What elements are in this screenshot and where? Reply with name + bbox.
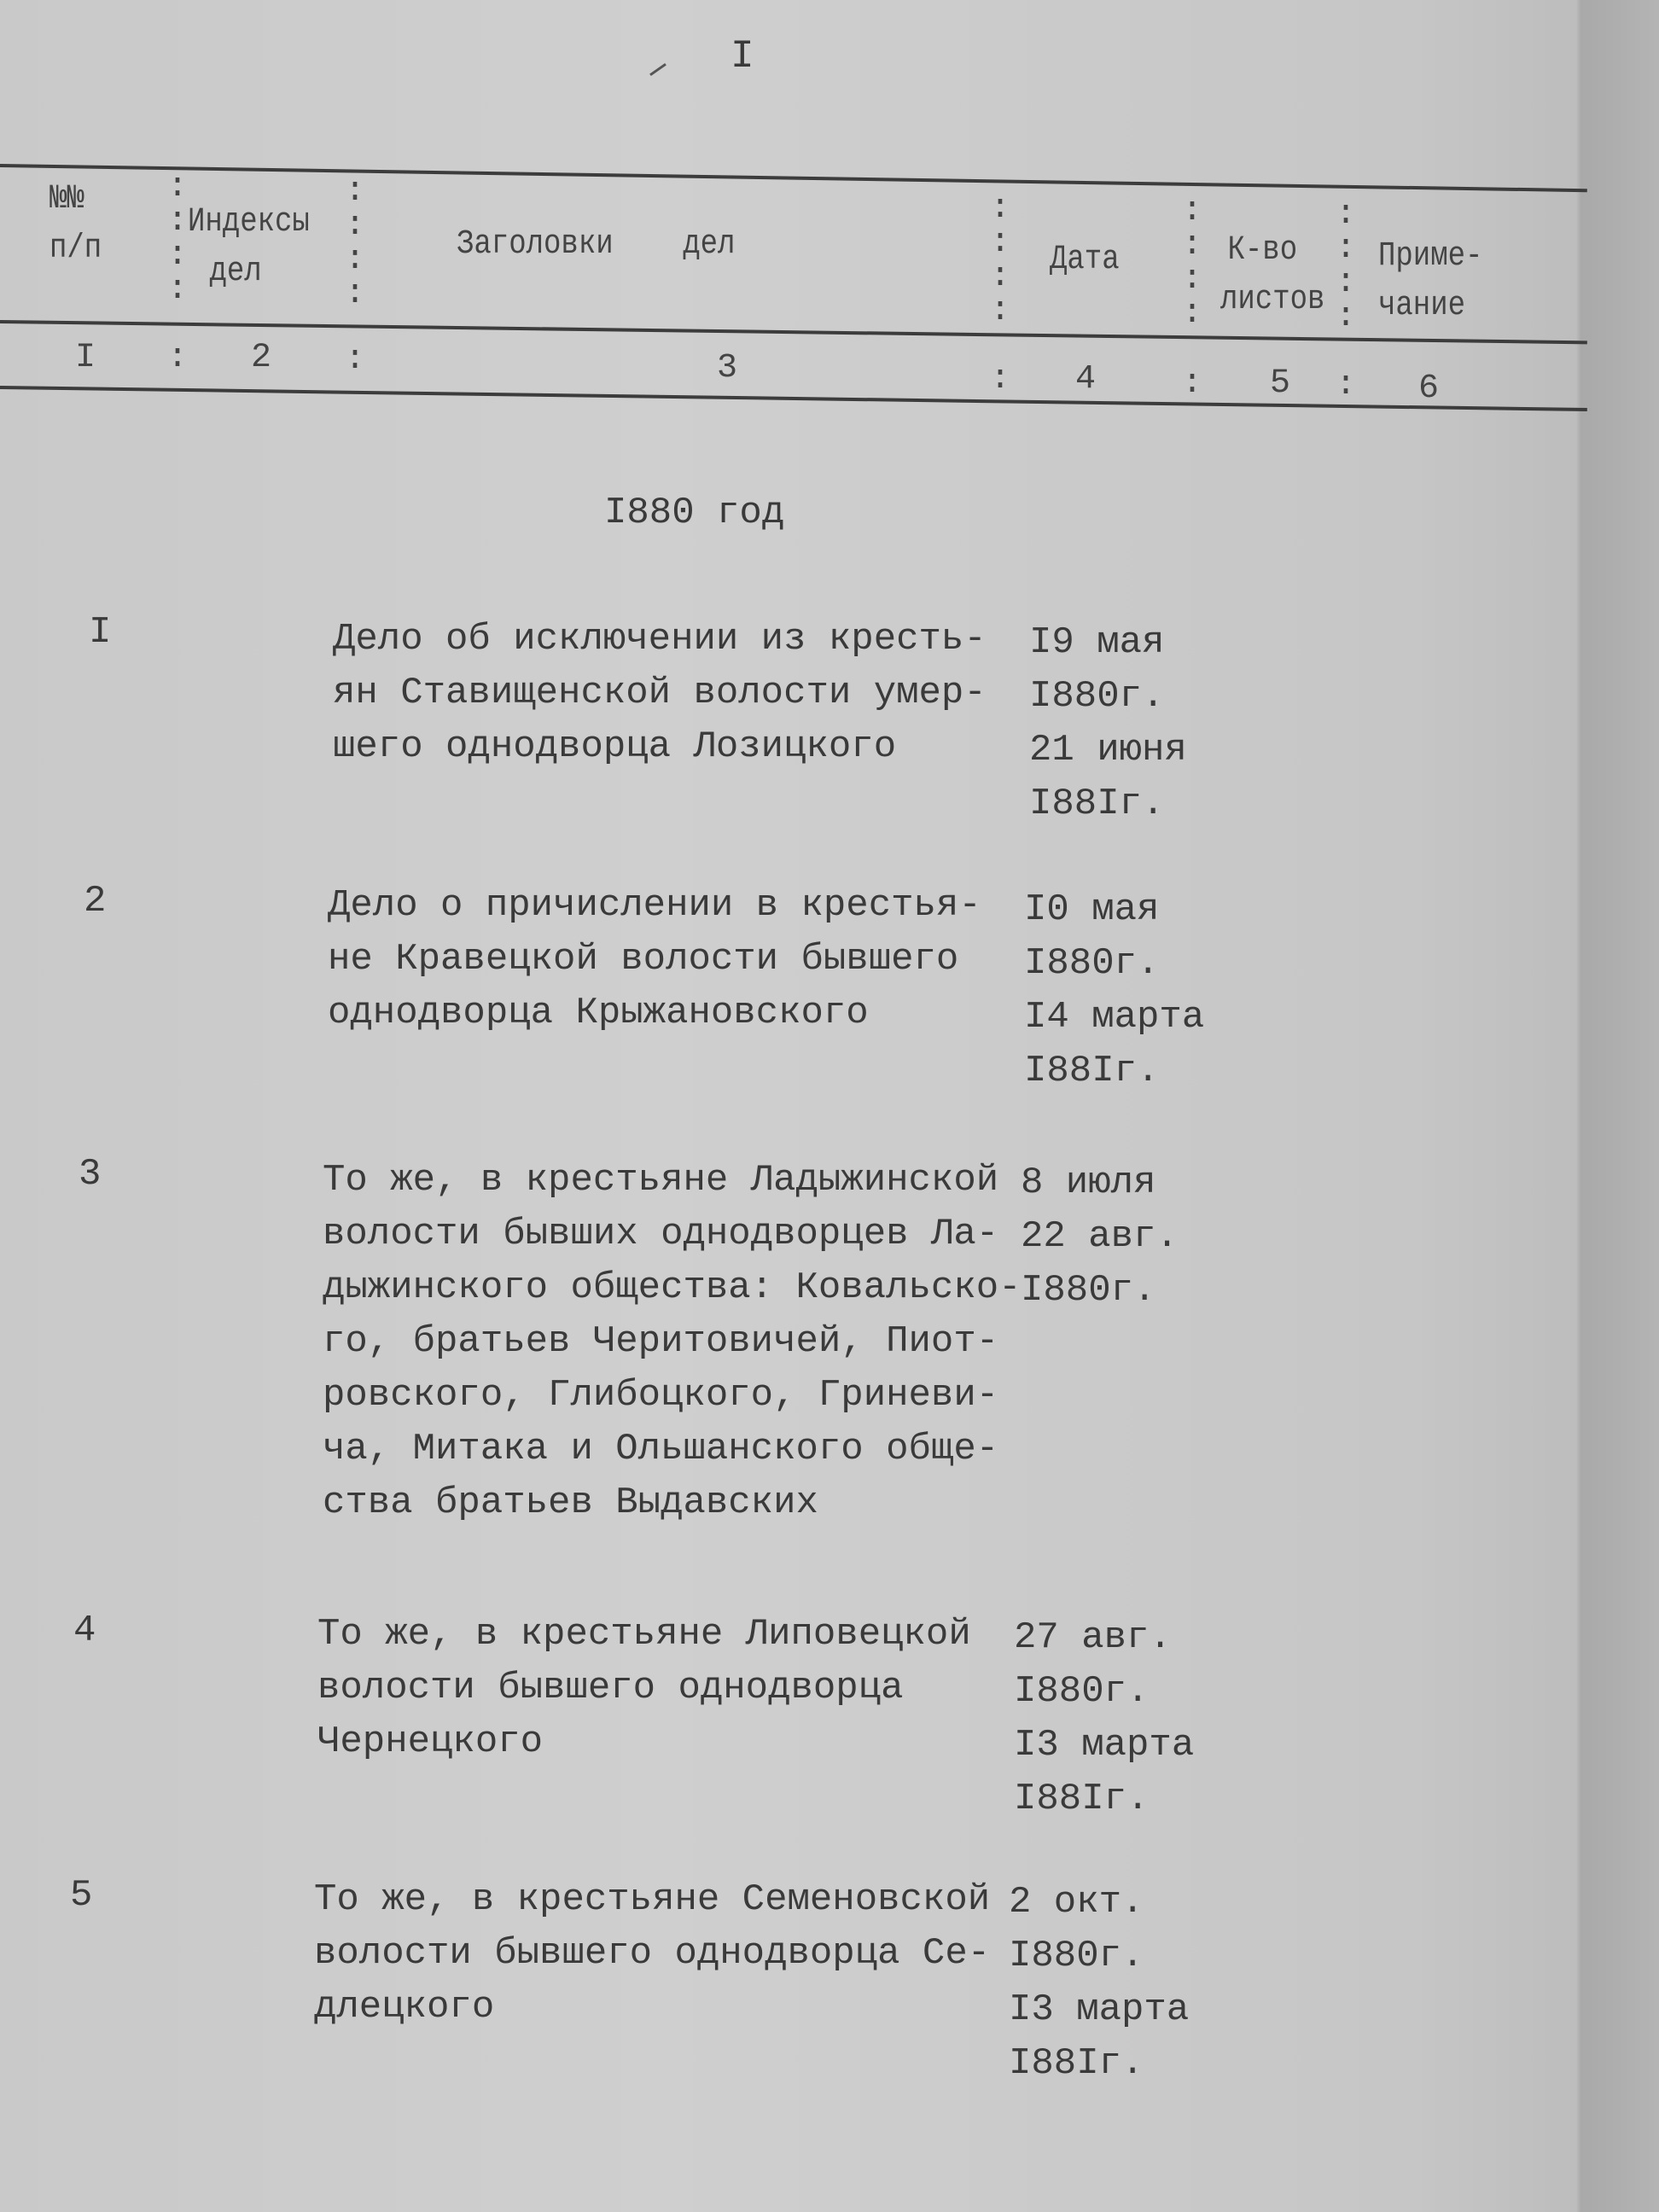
col-number: 4 xyxy=(1075,360,1097,399)
col-header-title xyxy=(457,220,735,270)
col-header-notes xyxy=(1378,232,1482,331)
table-top-rule xyxy=(0,164,1587,192)
column-separator: : : : : xyxy=(1336,195,1357,336)
column-separator: : : : : xyxy=(167,168,189,309)
col-label: дел xyxy=(209,253,262,291)
col-header-sheets xyxy=(1220,226,1324,325)
entry-number: 2 xyxy=(84,880,107,923)
entry-date: I9 мая I880г. 21 июня I88Iг. xyxy=(1029,621,1187,825)
col-header-date xyxy=(1050,236,1120,285)
col-label: Заголовки дел xyxy=(457,225,736,264)
entry-title: То же, в крестьяне Семеновской волости бывшего однодворца Се- длецкого xyxy=(314,1878,991,2029)
column-separator: : xyxy=(1182,364,1203,403)
col-number: 5 xyxy=(1270,364,1291,403)
entry-number: 3 xyxy=(79,1153,102,1196)
col-label: Индексы xyxy=(188,203,310,242)
column-separator: : : : : xyxy=(345,172,366,313)
col-number: I xyxy=(75,339,96,377)
column-separator: : xyxy=(1336,366,1357,405)
column-separator: : xyxy=(990,360,1011,399)
pen-mark xyxy=(649,63,667,76)
entry-number: I xyxy=(89,611,112,654)
entry-date: 8 июля 22 авг. I880г. xyxy=(1021,1161,1179,1312)
col-label: №№ xyxy=(49,180,84,218)
col-label: Дата xyxy=(1050,241,1120,279)
column-separator: : xyxy=(167,339,189,377)
entry-number: 4 xyxy=(73,1610,96,1652)
column-separator: : xyxy=(345,341,366,379)
entry-title: Дело о причислении в крестья- не Кравецкой волости бывшего однодворца Крыжановского xyxy=(328,884,981,1034)
entry-number: 5 xyxy=(70,1874,93,1917)
entry-title: То же, в крестьяне Ладыжинской волости бывших однодворцев Ла- дыжинского общества: Ковальско- го, братьев Черитовичей, Пиот- ровского, Глибоцкого, Гриневи- ча, Митака и Ольшанского обще- ства братьев Выдавских xyxy=(323,1159,1022,1524)
col-header-number xyxy=(49,175,102,274)
entry-title: Дело об исключении из кресть- ян Ставищенской волости умер- шего однодворца Лозицкого xyxy=(333,618,987,768)
col-header-index xyxy=(188,198,310,297)
page-number: I xyxy=(731,34,754,79)
col-label: К-во xyxy=(1227,231,1298,270)
entry-date: I0 мая I880г. I4 марта I88Iг. xyxy=(1024,888,1205,1092)
col-number: 2 xyxy=(251,339,272,377)
col-label: листов xyxy=(1220,281,1325,319)
column-separator: : : : : xyxy=(990,189,1011,330)
col-label: чание xyxy=(1378,287,1466,325)
entry-date: 27 авг. I880г. I3 марта I88Iг. xyxy=(1014,1616,1195,1820)
entry-title: То же, в крестьяне Липовецкой волости бывшего однодворца Чернецкого xyxy=(317,1613,971,1763)
section-year-heading: I880 год xyxy=(604,492,785,534)
col-label: Приме- xyxy=(1378,237,1483,276)
column-separator: : : : : xyxy=(1182,192,1203,333)
entry-date: 2 окт. I880г. I3 марта I88Iг. xyxy=(1009,1881,1190,2085)
col-number: 6 xyxy=(1418,370,1440,408)
col-label: п/п xyxy=(49,230,102,268)
col-number: 3 xyxy=(717,349,738,387)
